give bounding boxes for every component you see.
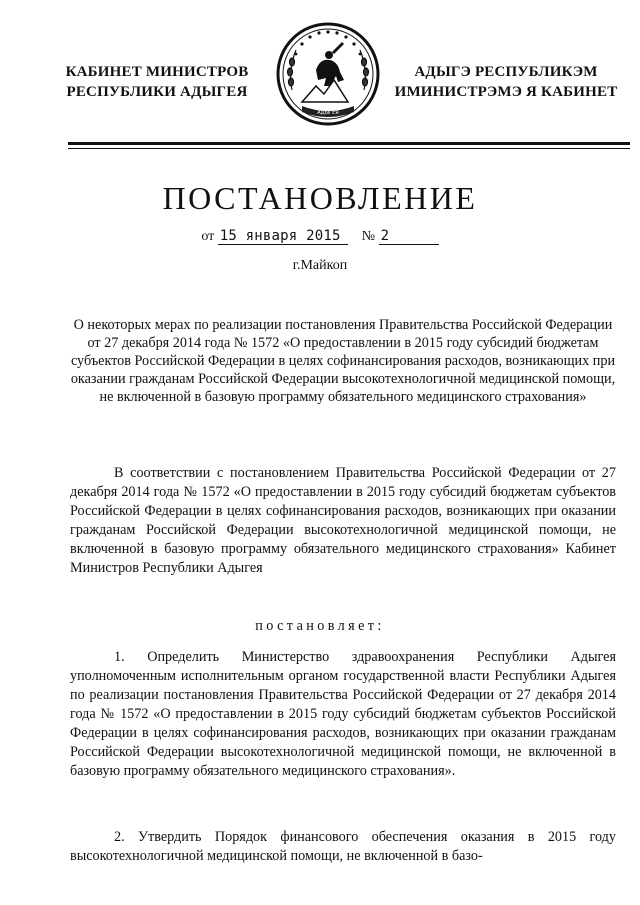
header-divider-thick	[68, 142, 630, 145]
header-divider-thin	[68, 148, 630, 149]
item-2-paragraph: 2. Утвердить Порядок финансового обеспечения оказания в 2015 году высокотехнологичной медицинской помощи, не включенной в базо-	[70, 829, 616, 864]
date-label: от	[201, 229, 215, 244]
number-value: 2	[379, 228, 439, 245]
document-subject: О некоторых мерах по реализации постановления Правительства Российской Федерации от 27 декабря 2014 года № 1572 «О предоставлении в 2015 году субсидий бюджетам субъектов Российской Федерации в целях софинансирования расходов, возникающих при оказании гражданам Российской Федерации высокотехнологичной медицинской помощи, не включенной в базовую программу обязательного медицинского страхования»	[70, 317, 616, 405]
number-label: №	[361, 229, 376, 244]
date-number-line	[0, 228, 640, 245]
item-1-paragraph: 1. Определить Министерство здравоохранения Республики Адыгея уполномоченным исполнительным органом государственной власти Республики Адыгея по реализации постановления Правительства Российской Федерации от 27 декабря 2014 года № 1572 «О предоставлении в 2015 году субсидий бюджетам субъектов Российской Федерации в целях софинансирования расходов, возникающих при оказании гражданам Российской Федерации высокотехнологичной медицинской помощи, не включенной в базовую программу обязательного медицинского страхования».	[70, 649, 616, 779]
coat-of-arms-icon	[272, 20, 384, 128]
date-value: 15 января 2015	[218, 228, 348, 245]
svg-text:АДЫГЕЯ: АДЫГЕЯ	[317, 110, 339, 116]
preamble-paragraph: В соответствии с постановлением Правительства Российской Федерации от 27 декабря 2014 года № 1572 «О предоставлении в 2015 году субсидий бюджетам субъектов Российской Федерации в целях софинансирования расходов, возникающих при оказании гражданам Российской Федерации высокотехнологичной медицинской помощи, не включенной в базовую программу обязательного медицинского страхования» Кабинет Министров Республики Адыгея	[70, 465, 616, 576]
right-organization-name: АДЫГЭ РЕСПУБЛИКЭМ ИМИНИСТРЭМЭ Я КАБИНЕТ	[394, 64, 618, 100]
left-organization-name: КАБИНЕТ МИНИСТРОВ РЕСПУБЛИКИ АДЫГЕЯ	[65, 64, 249, 100]
resolves-heading: постановляет:	[255, 618, 385, 634]
document-type-title: ПОСТАНОВЛЕНИЕ	[162, 180, 478, 216]
city-name: г.Майкоп	[292, 258, 348, 273]
coat-of-arms-emblem	[272, 20, 384, 128]
